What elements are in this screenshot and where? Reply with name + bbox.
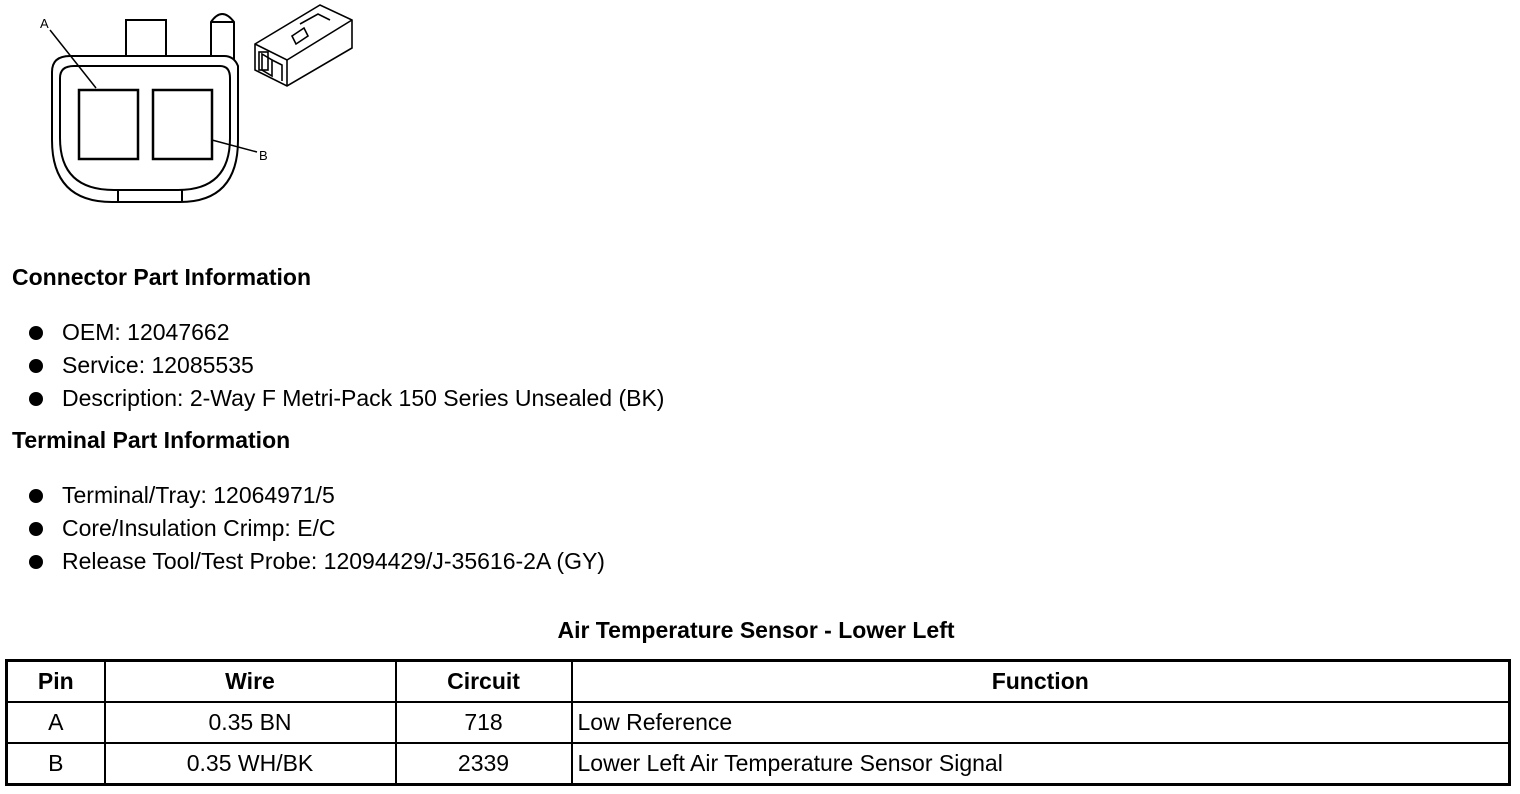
terminal-crimp: Core/Insulation Crimp: E/C [62, 515, 336, 541]
connector-info-list [26, 316, 664, 415]
pin-a-label: A [40, 16, 49, 31]
terminal-tray: Terminal/Tray: 12064971/5 [62, 482, 335, 508]
connector-info-heading: Connector Part Information [12, 264, 312, 290]
cell-wire: 0.35 BN [105, 702, 396, 743]
list-item [26, 382, 664, 415]
connector-diagram [0, 0, 380, 215]
bullet-icon [29, 522, 43, 536]
cell-function: Low Reference [572, 702, 1510, 743]
bullet-icon [29, 326, 43, 340]
table-title: Air Temperature Sensor - Lower Left [557, 617, 955, 643]
terminal-release-tool: Release Tool/Test Probe: 12094429/J-35616-2A (GY) [62, 548, 605, 574]
pin-b-label: B [259, 148, 268, 163]
terminal-info-list [26, 479, 605, 578]
cell-pin: B [7, 743, 105, 785]
connector-description: Description: 2-Way F Metri-Pack 150 Series Unsealed (BK) [62, 385, 665, 411]
list-item [26, 545, 605, 578]
connector-oem: OEM: 12047662 [62, 319, 230, 345]
cell-circuit: 2339 [396, 743, 572, 785]
bullet-icon [29, 489, 43, 503]
list-item [26, 479, 605, 512]
list-item [26, 349, 664, 382]
table-row [7, 702, 1510, 743]
pinout-table [5, 659, 1511, 786]
column-header-wire: Wire [105, 661, 396, 703]
connector-isometric-icon [255, 5, 352, 86]
terminal-info-heading: Terminal Part Information [12, 427, 291, 453]
table-row [7, 743, 1510, 785]
bullet-icon [29, 392, 43, 406]
cell-circuit: 718 [396, 702, 572, 743]
cell-function: Lower Left Air Temperature Sensor Signal [572, 743, 1510, 785]
column-header-function: Function [572, 661, 1510, 703]
list-item [26, 316, 664, 349]
bullet-icon [29, 555, 43, 569]
list-item [26, 512, 605, 545]
connector-service: Service: 12085535 [62, 352, 254, 378]
cell-pin: A [7, 702, 105, 743]
column-header-circuit: Circuit [396, 661, 572, 703]
table-header-row [7, 661, 1510, 703]
cell-wire: 0.35 WH/BK [105, 743, 396, 785]
column-header-pin: Pin [7, 661, 105, 703]
bullet-icon [29, 359, 43, 373]
